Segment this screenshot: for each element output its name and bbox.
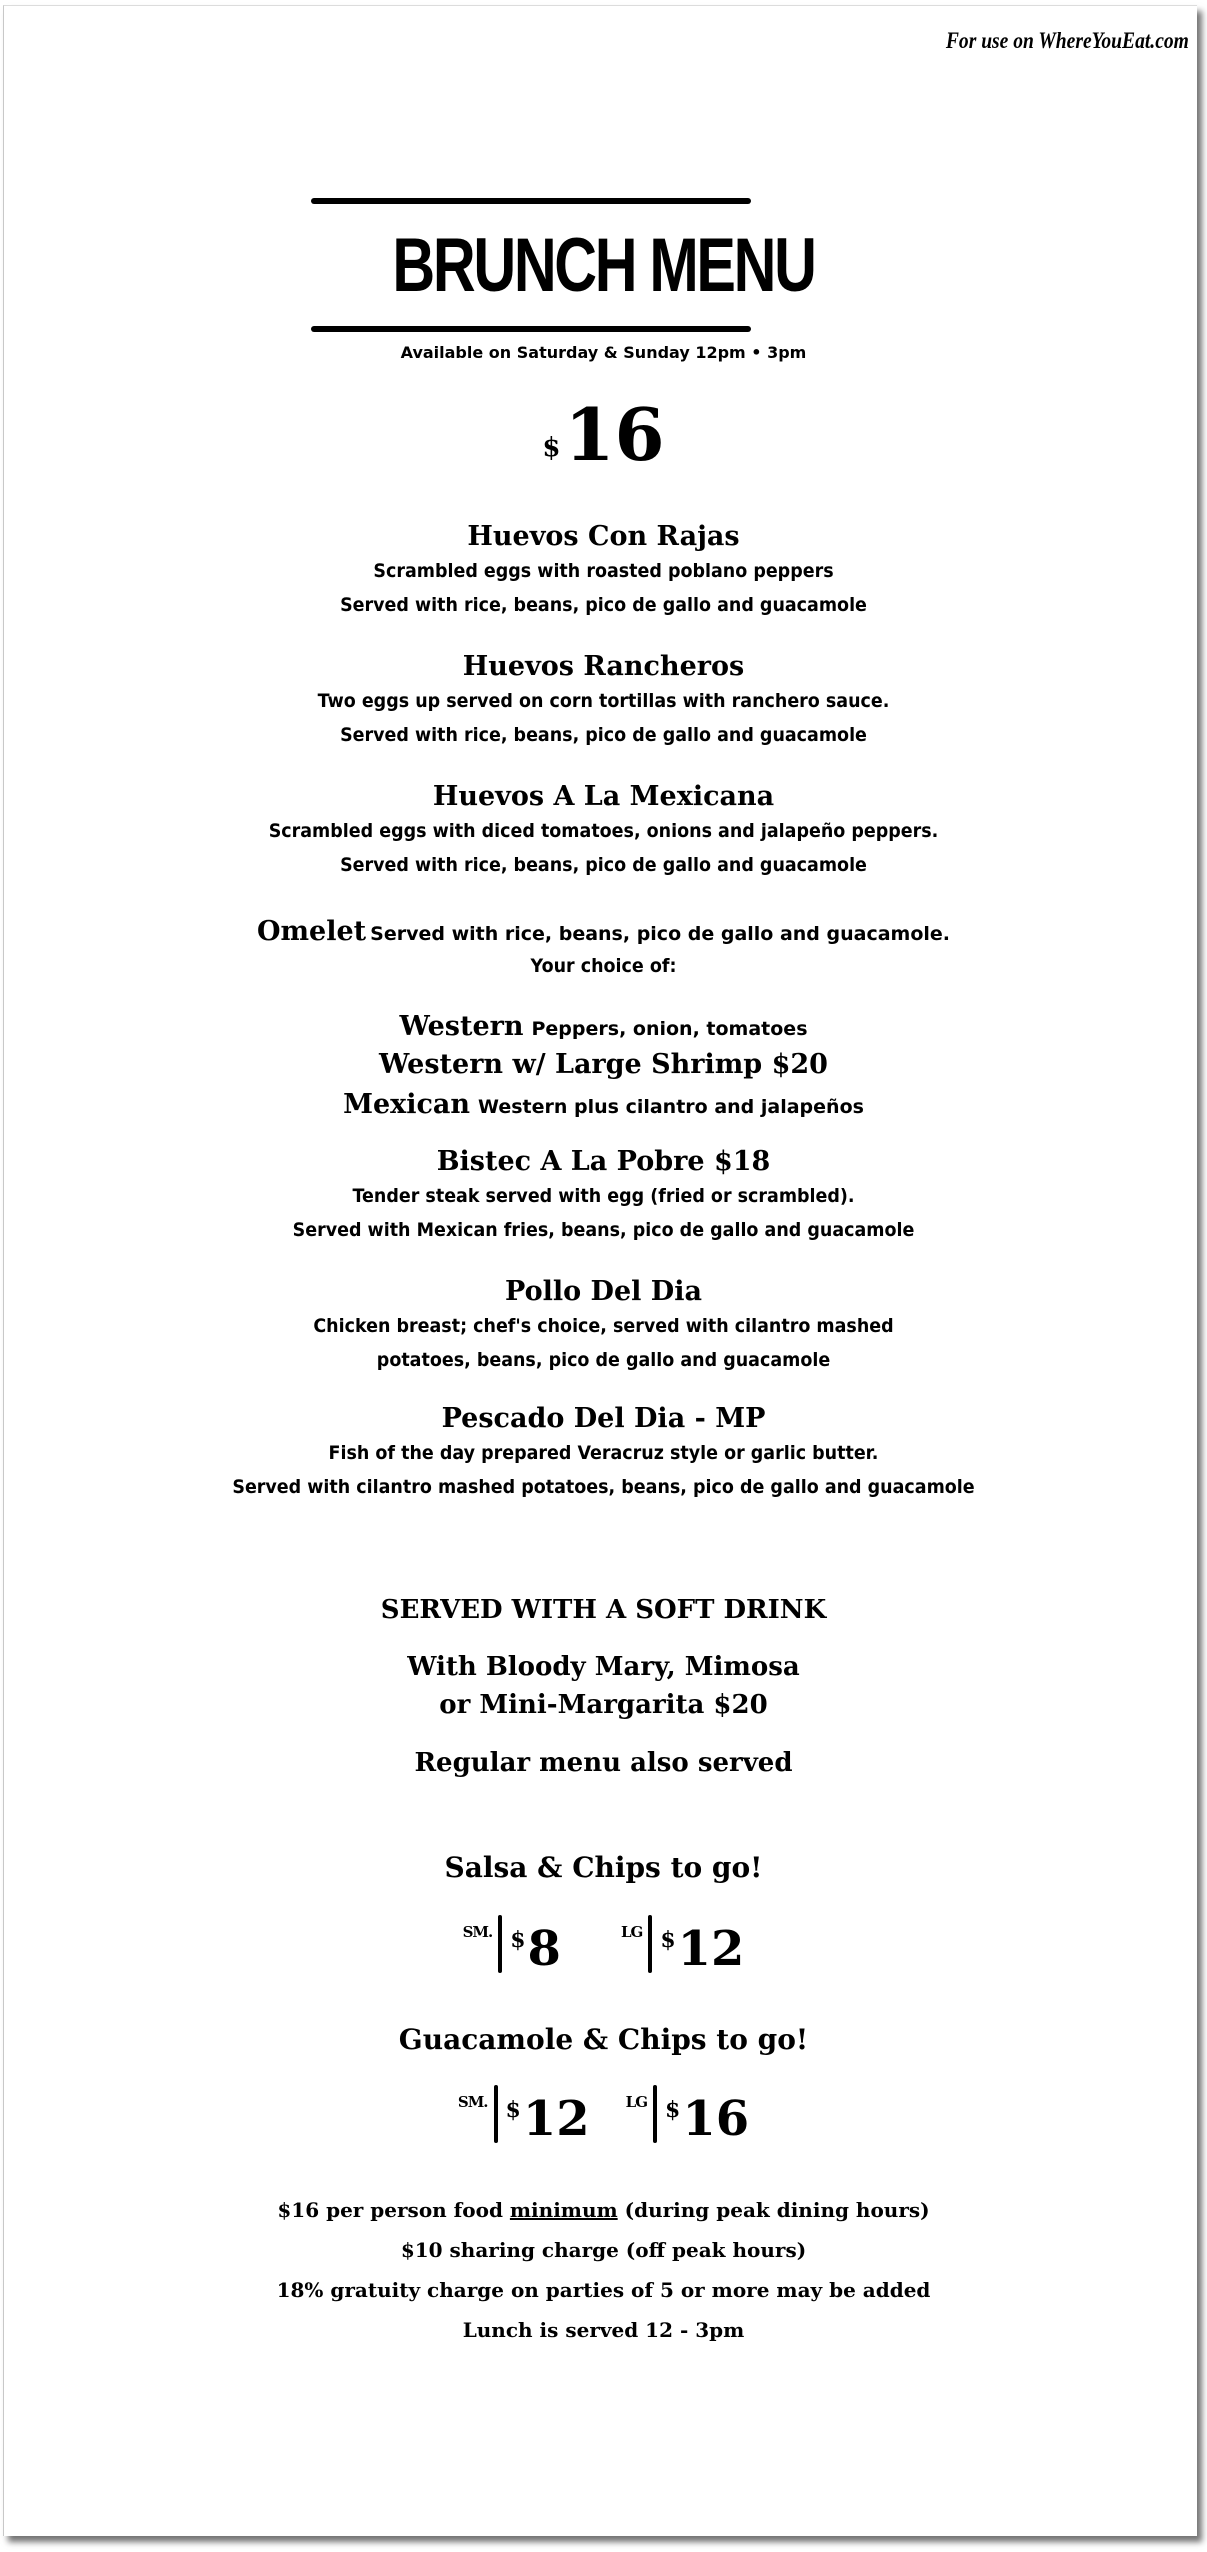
dish-desc: potatoes, beans, pico de gallo and guacamole [376, 1349, 831, 1371]
dish-desc: Served with rice, beans, pico de gallo and guacamole [340, 724, 867, 746]
option-name: Mexican [343, 1089, 471, 1120]
currency-symbol: $ [665, 2097, 681, 2123]
price-small: 12 [522, 2091, 590, 2147]
menu-item [0, 520, 1207, 622]
option-name: Western w/ Large Shrimp $20 [379, 1049, 828, 1080]
size-label-large: LG [620, 1923, 643, 1941]
omelet-choice: Your choice of: [530, 955, 677, 977]
dish-desc: Served with rice, beans, pico de gallo and guacamole [340, 594, 867, 616]
currency-symbol: $ [660, 1927, 676, 1953]
menu-item [0, 1275, 1207, 1377]
dish-name: Pollo Del Dia [505, 1276, 702, 1307]
food-minimum-note: $16 per person food minimum (during peak dining hours) [277, 2198, 930, 2222]
currency-symbol: $ [542, 433, 561, 463]
divider [653, 2085, 657, 2143]
dish-name: Pescado Del Dia - MP [441, 1403, 766, 1434]
salsa-chips-title: Salsa & Chips to go! [444, 1851, 763, 1884]
dish-desc: Fish of the day prepared Veracruz style or garlic butter. [328, 1442, 879, 1464]
omelet-options [0, 1010, 1207, 1126]
dish-desc: Two eggs up served on corn tortillas with ranchero sauce. [317, 690, 890, 712]
guac-chips-prices [0, 2085, 1207, 2149]
menu-item [0, 1145, 1207, 1247]
dish-name: Huevos A La Mexicana [432, 781, 775, 812]
dish-name: Huevos Con Rajas [467, 521, 740, 552]
dish-desc: Scrambled eggs with roasted poblano peppers [373, 560, 834, 582]
size-label-large: LG [625, 2093, 648, 2111]
option-desc: Peppers, onion, tomatoes [531, 1018, 808, 1040]
dish-name: Omelet [256, 916, 367, 947]
dish-name: Bistec A La Pobre $18 [436, 1146, 771, 1177]
salsa-chips-prices [0, 1915, 1207, 1979]
soft-drink-note: SERVED WITH A SOFT DRINK [380, 1595, 827, 1625]
menu-page [3, 5, 1197, 2536]
lunch-hours-note: Lunch is served 12 - 3pm [462, 2318, 745, 2342]
divider [494, 2085, 498, 2143]
dish-desc: Tender steak served with egg (fried or scrambled). [352, 1185, 855, 1207]
size-label-small: SM. [457, 2093, 488, 2111]
option-desc: Western plus cilantro and jalapeños [478, 1096, 864, 1118]
dish-desc: Served with cilantro mashed potatoes, beans, pico de gallo and guacamole [232, 1476, 975, 1498]
guac-chips-title: Guacamole & Chips to go! [398, 2023, 809, 2056]
dish-desc: Chicken breast; chef's choice, served with cilantro mashed [313, 1315, 894, 1337]
price-large: 12 [677, 1921, 745, 1977]
menu-item [0, 650, 1207, 752]
divider [498, 1915, 502, 1973]
footer-notes [0, 2190, 1207, 2350]
size-label-small: SM. [462, 1923, 493, 1941]
omelet-section [0, 915, 1207, 983]
currency-symbol: $ [505, 2097, 521, 2123]
divider [648, 1915, 652, 1973]
currency-symbol: $ [510, 1927, 526, 1953]
brunch-price [0, 392, 1207, 477]
sharing-charge-note: $10 sharing charge (off peak hours) [400, 2238, 807, 2262]
price-small: 8 [527, 1921, 561, 1977]
gratuity-note: 18% gratuity charge on parties of 5 or more may be added [276, 2278, 931, 2302]
dish-desc: Served with Mexican fries, beans, pico de gallo and guacamole [292, 1219, 915, 1241]
regular-menu-note: Regular menu also served [414, 1748, 793, 1778]
dish-desc: Served with rice, beans, pico de gallo and guacamole. [370, 923, 951, 945]
price-large: 16 [682, 2091, 750, 2147]
alcohol-line-2: or Mini-Margarita $20 [439, 1690, 768, 1720]
watermark: For use on WhereYouEat.com [946, 28, 1189, 53]
availability-text: Available on Saturday & Sunday 12pm • 3pm [400, 343, 807, 362]
menu-item [0, 1402, 1207, 1504]
dish-desc: Scrambled eggs with diced tomatoes, onions and jalapeño peppers. [268, 820, 939, 842]
dish-desc: Served with rice, beans, pico de gallo and guacamole [340, 854, 867, 876]
menu-item [0, 780, 1207, 882]
dish-name: Huevos Rancheros [462, 651, 745, 682]
title-rule-top [311, 198, 751, 204]
price-value: 16 [564, 392, 665, 477]
alcohol-line-1: With Bloody Mary, Mimosa [407, 1652, 800, 1682]
option-name: Western [399, 1011, 524, 1042]
page-title: BRUNCH MENU [392, 223, 815, 308]
title-rule-bottom [311, 326, 751, 332]
